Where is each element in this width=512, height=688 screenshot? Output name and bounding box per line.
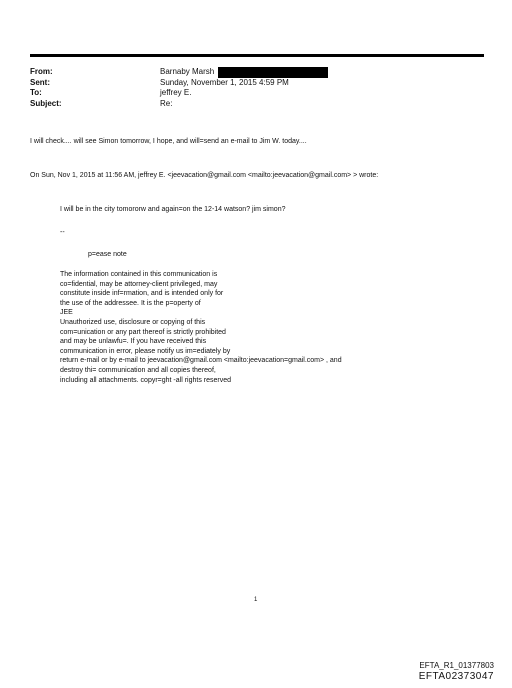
disclaimer-line: and may be unlawfu=. If you have received this <box>60 338 207 346</box>
header-rule <box>30 54 484 57</box>
disclaimer-line: return e-mail or by e-mail to jeevacation@gmail.com <mailto:jeevacation=gmail.com> , and <box>60 357 342 365</box>
disclaimer-line: destroy thi= communication and all copies thereof, <box>60 366 216 374</box>
from-label: From: <box>30 67 53 76</box>
page-number: 1 <box>254 597 258 603</box>
redaction-bar <box>218 67 328 78</box>
disclaimer-line: Unauthorized use, disclosure or copying of this <box>60 318 206 326</box>
signature-separator: -- <box>60 229 65 236</box>
disclaimer-line: communication in error, please notify us im=ediately by <box>60 347 231 355</box>
from-value-wrap <box>160 67 328 78</box>
note-heading: p=ease note <box>88 251 127 258</box>
from-row <box>30 67 328 78</box>
bates-number-primary: EFTA_R1_01377803 <box>419 661 494 670</box>
bates-number-secondary: EFTA02373047 <box>418 671 494 682</box>
sent-value: Sunday, November 1, 2015 4:59 PM <box>160 77 289 87</box>
disclaimer-line: including all attachments. copyr=ght -all rights reserved <box>60 376 232 384</box>
to-label: To: <box>30 88 42 97</box>
email-header <box>30 67 328 109</box>
subject-value: Re: <box>160 98 173 108</box>
disclaimer-line: constitute inside inf=rmation, and is intended only for <box>60 290 224 298</box>
disclaimer-block <box>60 270 342 385</box>
disclaimer-line: The information contained in this communication is <box>60 271 218 278</box>
disclaimer-line: co=fidential, may be attorney-client privileged, may <box>60 280 218 288</box>
attribution-line: On Sun, Nov 1, 2015 at 11:56 AM, jeffrey E. <jeevacation@gmail.com <mailto:jeevacation@gmail.com> > wrote: <box>30 172 379 179</box>
sent-row <box>30 78 328 89</box>
disclaimer-line: com=unication or any part thereof is strictly prohibited <box>60 328 226 336</box>
sent-label: Sent: <box>30 77 50 87</box>
subject-row <box>30 99 328 110</box>
reply-text: I will check.... will see Simon tomorrow, I hope, and will=send an e-mail to Jim W. today.... <box>30 138 307 145</box>
subject-label: Subject: <box>30 98 62 108</box>
to-row <box>30 88 328 99</box>
to-value: jeffrey E. <box>160 88 192 97</box>
disclaimer-line: JEE <box>60 309 73 317</box>
from-value: Barnaby Marsh <box>160 67 215 76</box>
disclaimer-line: the use of the addressee. It is the p=operty of <box>60 299 201 307</box>
quoted-message: I will be in the city tomororw and again=on the 12-14 watson? jim simon? <box>60 206 286 213</box>
